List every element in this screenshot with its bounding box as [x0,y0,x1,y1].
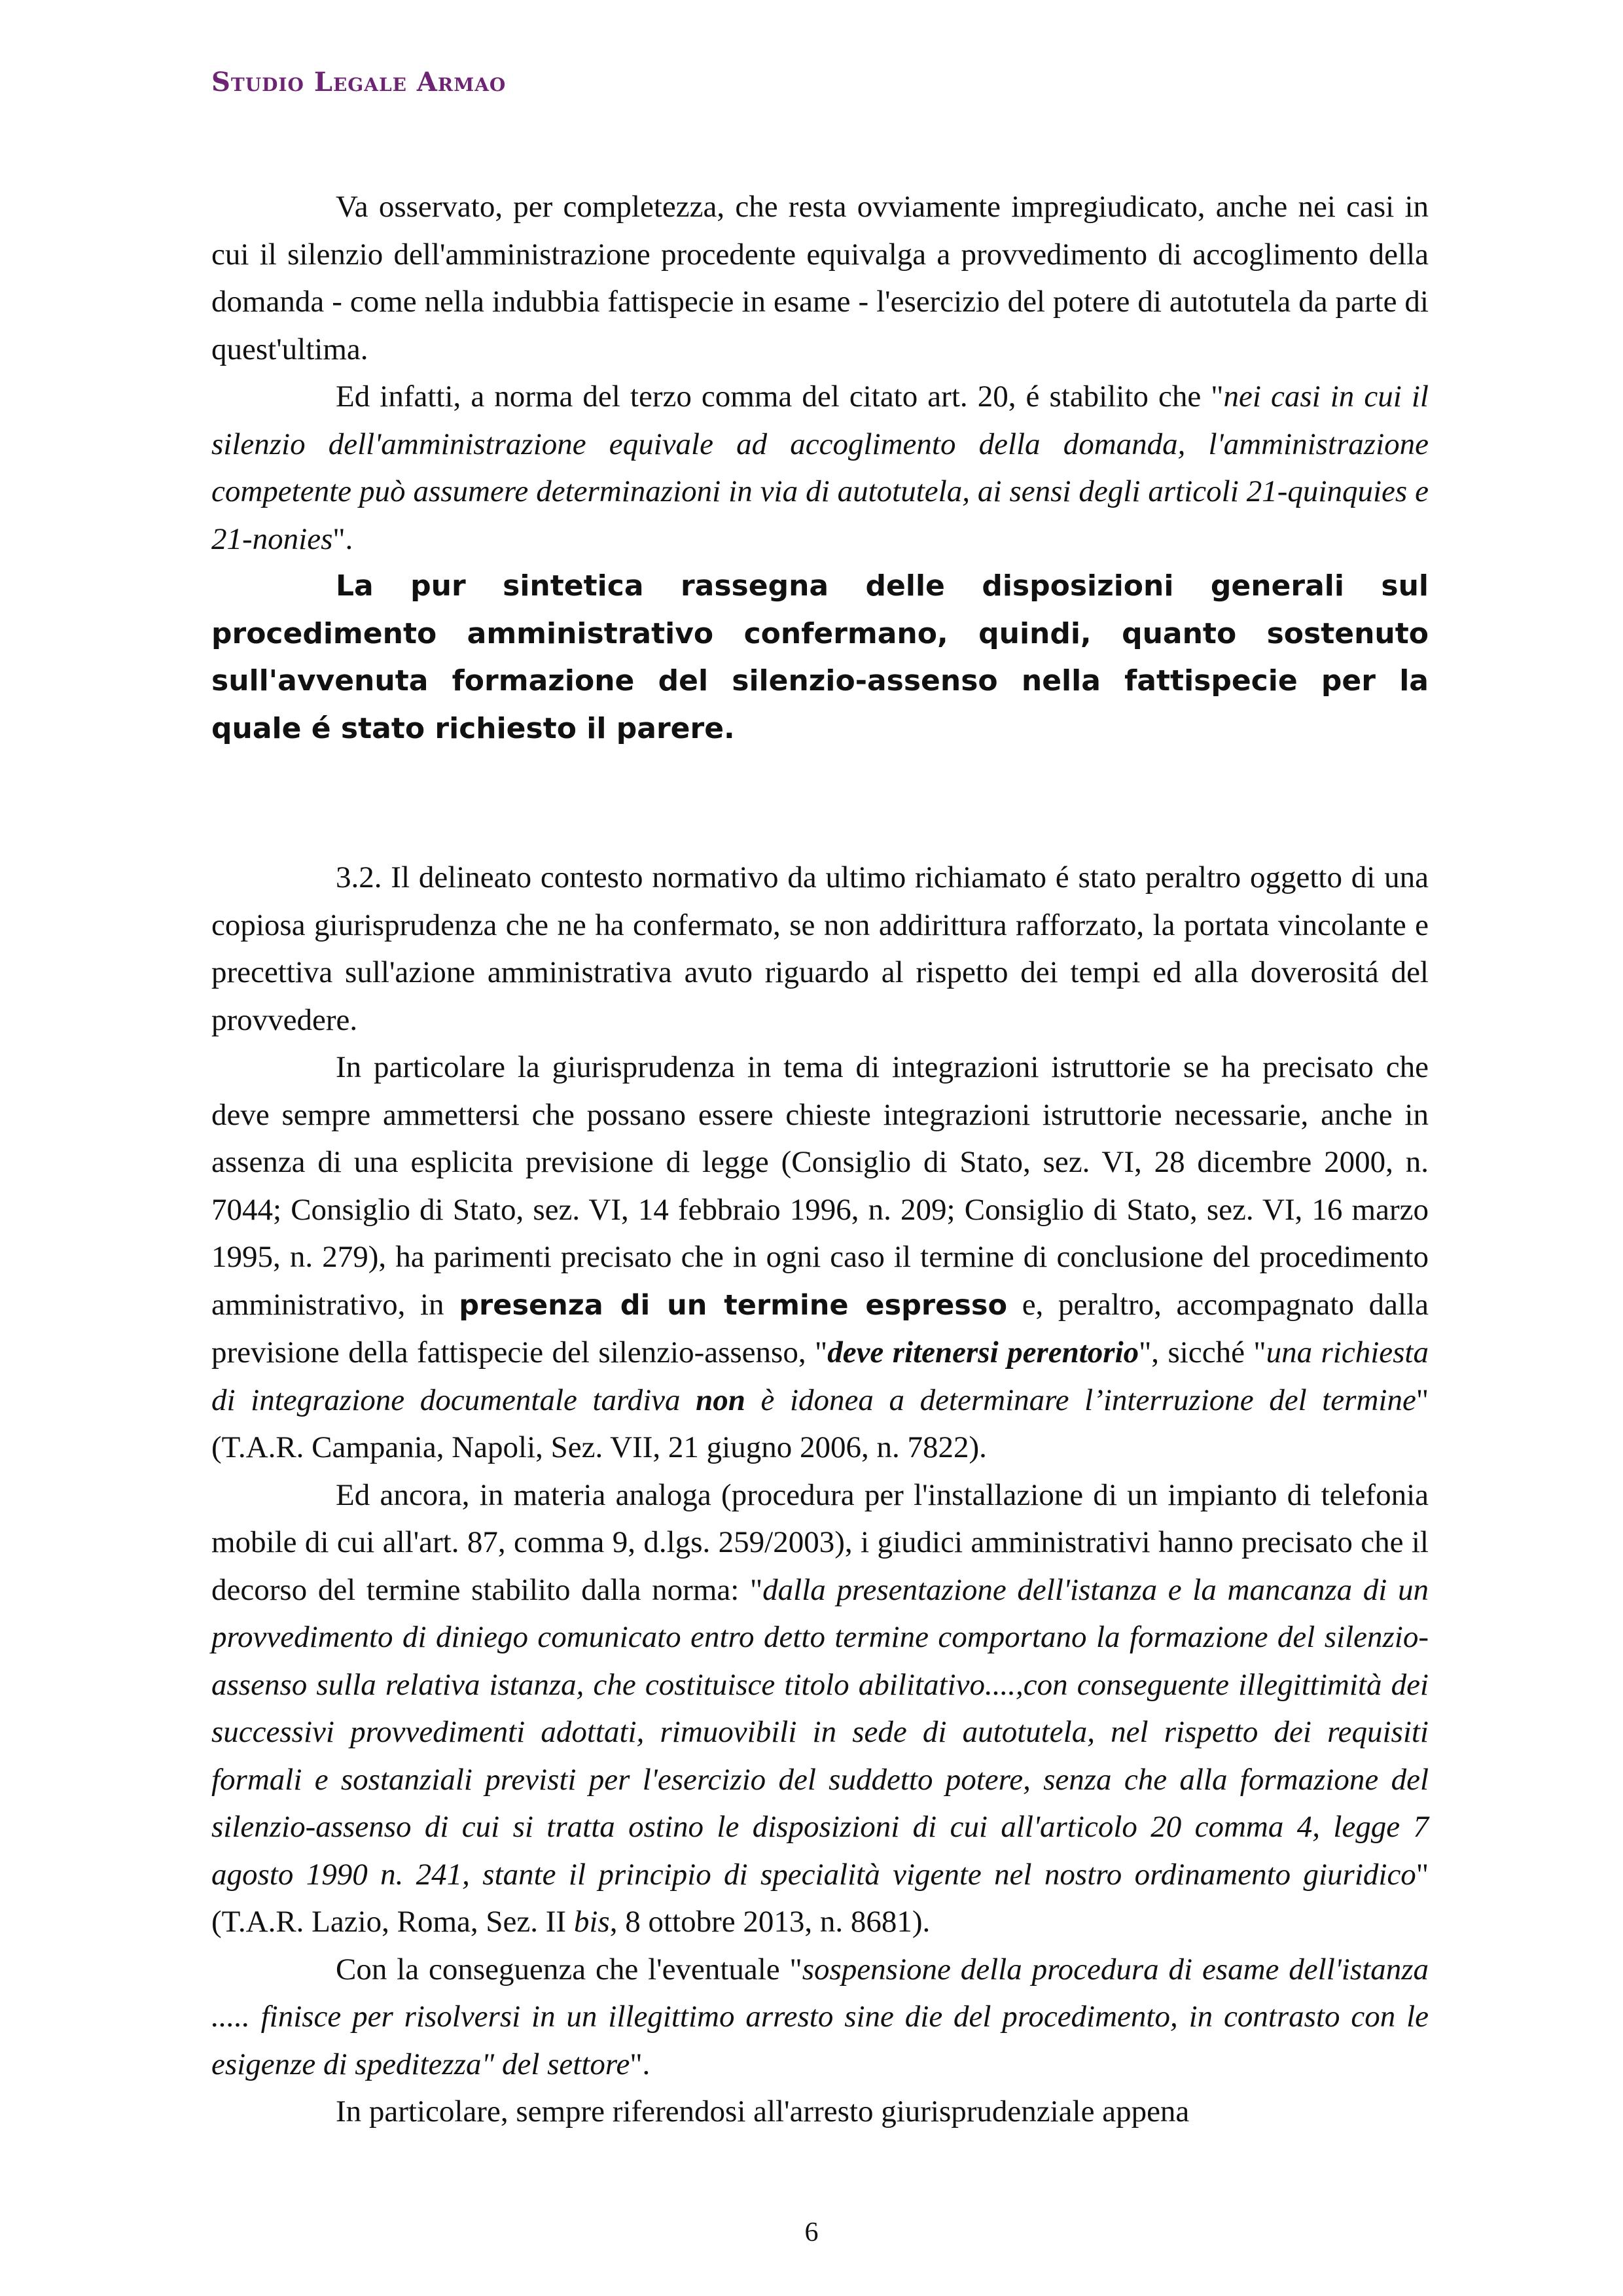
quote-italic: nei casi in cui il silenzio dell'amministrazione equivale ad accoglimento della domanda, l'amministrazione competente può assumere determinazioni in via di autotutela, ai sensi degli articoli 21-quinquies e 21-nonies [211,380,1429,556]
quote-italic: è idonea a determinare l’interruzione del termine [745,1383,1416,1417]
text: , 8 ottobre 2013, n. 8681). [609,1905,931,1939]
text: "(T.A.R. Lazio, Roma, Sez. II [211,1857,1429,1939]
bold-italic-text: non [696,1383,745,1417]
quote-italic: dalla presentazione dell'istanza e la mancanza di un provvedimento di diniego comunicato entro detto termine comportano la formazione del silenzio-assenso sulla relativa istanza, che costituisce titolo abilitativo....,con conseguente illegittimità dei successivi provvedimenti adottati, rimuovibili in sede di autotutela, nel rispetto dei requisiti formali e sostanziali previsti per l'esercizio del suddetto potere, senza che alla formazione del silenzio-assenso di cui si tratta ostino le disposizioni di cui all'articolo 20 comma 4, legge 7 agosto 1990 n. 241, stante il principio di specialità vigente nel nostro ordinamento giuridico [211,1572,1429,1892]
document-body [211,183,1429,2136]
paragraph-2 [211,373,1429,563]
paragraph-1: Va osservato, per completezza, che resta ovviamente impregiudicato, anche nei casi in cui il silenzio dell'amministrazione procedente equivalga a provvedimento di accoglimento della domanda - come nella indubbia fattispecie in esame - l'esercizio del potere di autotutela da parte di quest'ultima. [211,190,1429,366]
bold-text: presenza di un termine espresso [459,1288,1008,1322]
section-gap [211,752,1429,854]
paragraph-3-bold: La pur sintetica rassegna delle disposizioni generali sul procedimento amministrativo confermano, quindi, quanto sostenuto sull'avvenuta formazione del silenzio-assenso nella fattispecie per la quale é stato richiesto il parere. [211,569,1429,745]
bold-italic-text: deve ritenersi perentorio [827,1335,1139,1369]
paragraph-5 [211,1044,1429,1472]
text: ". [630,2047,651,2081]
text: Ed ancora, in materia analoga (procedura per l'installazione di un impianto di telefonia mobile di cui all'art. 87, comma 9, d.lgs. 259/2003), i giudici amministrativi hanno precisato che il decorso del termine stabilito dalla norma: " [211,1477,1429,1607]
italic-text: bis [573,1905,610,1939]
text: ". [332,521,353,556]
quote-italic: sospensione della procedura di esame dell'istanza ..... finisce per risolversi in un illegittimo arresto sine die del procedimento, in contrasto con le esigenze di speditezza" del settore [211,1952,1429,2081]
text: Ed infatti, a norma del terzo comma del citato art. 20, é stabilito che " [336,380,1224,414]
text: e, peraltro, accompagnato dalla previsione della fattispecie del silenzio-assenso, " [211,1287,1429,1369]
text: ", sicché " [1139,1335,1266,1369]
quote-italic: una richiesta di integrazione documentale tardiva [211,1335,1429,1417]
text: Con la conseguenza che l'eventuale " [336,1952,802,1987]
page-header: Studio Legale Armao [211,67,507,97]
paragraph-7 [211,1946,1429,2089]
paragraph-4: 3.2. Il delineato contesto normativo da ultimo richiamato é stato peraltro oggetto di una copiosa giurisprudenza che ne ha confermato, se non addirittura rafforzato, la portata vincolante e precettiva sull'azione amministrativa avuto riguardo al rispetto dei tempi ed alla doverositá del provvedere. [211,860,1429,1037]
paragraph-8: In particolare, sempre riferendosi all'arresto giurisprudenziale appena [336,2094,1190,2128]
text: " (T.A.R. Campania, Napoli, Sez. VII, 21 giugno 2006, n. 7822). [211,1383,1429,1464]
paragraph-6 [211,1472,1429,1946]
text: In particolare la giurisprudenza in tema di integrazioni istruttorie se ha precisato che deve sempre ammettersi che possano essere chieste integrazioni istruttorie necessarie, anche in assenza di una esplicita previsione di legge (Consiglio di Stato, sez. VI, 28 dicembre 2000, n. 7044; Consiglio di Stato, sez. VI, 14 febbraio 1996, n. 209; Consiglio di Stato, sez. VI, 16 marzo 1995, n. 279), ha parimenti precisato che in ogni caso il termine di conclusione del procedimento amministrativo, in [211,1050,1429,1322]
page-number: 6 [804,2217,819,2248]
